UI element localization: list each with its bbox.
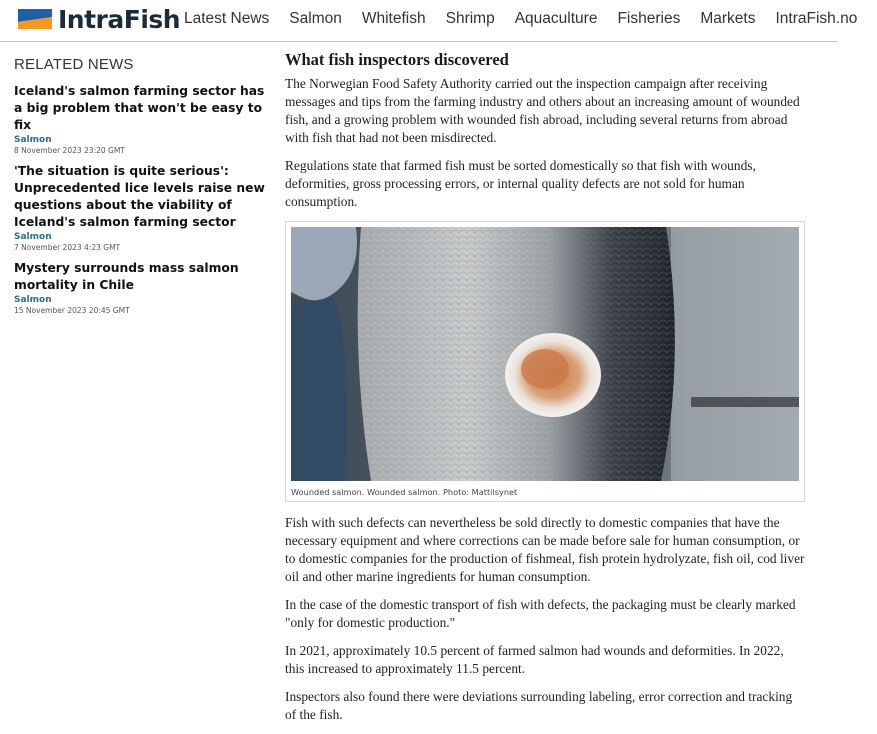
related-news-category[interactable]: Salmon: [14, 135, 52, 145]
article-paragraph: In 2021, approximately 10.5 percent of farmed salmon had wounds and deformities. In 2022, this increased to approximately 11.5 percent.: [285, 643, 784, 676]
article-paragraph: Regulations state that farmed fish must be sorted domestically so that fish with wounds, deformities, gross processing errors, or internal quality defects are not sold for human consumption.: [285, 158, 756, 209]
related-news-date: 7 November 2023 4:23 GMT: [14, 243, 121, 252]
related-news-title: RELATED NEWS: [14, 56, 134, 73]
article-paragraph: In the case of the domestic transport of fish with defects, the packaging must be clearly marked "only for domestic production.": [285, 597, 796, 630]
related-news-date: 15 November 2023 20:45 GMT: [14, 306, 130, 315]
site-header: [0, 0, 858, 42]
nav-markets[interactable]: Markets: [700, 10, 756, 27]
nav-shrimp[interactable]: Shrimp: [445, 10, 495, 27]
section-heading: What fish inspectors discovered: [285, 50, 509, 69]
intrafish-logo-icon: [16, 7, 54, 31]
related-news-headline[interactable]: Iceland's salmon farming sector has a big problem that won't be easy to fix: [14, 84, 265, 132]
photo-caption: Wounded salmon. Wounded salmon. Photo: Mattilsynet: [291, 487, 518, 497]
nav-whitefish[interactable]: Whitefish: [361, 10, 426, 27]
article-paragraph: Fish with such defects can nevertheless be sold directly to domestic companies that have the necessary equipment and where corrections can be made before sale for human consumption, or to domestic companies for the production of fishmeal, fish protein hydrolyzate, fish oil, cod liver oil and other marine ingredients for human consumption.: [285, 515, 805, 584]
nav-salmon[interactable]: Salmon: [289, 10, 342, 27]
nav-latest-news[interactable]: Latest News: [184, 10, 270, 27]
related-news-category[interactable]: Salmon: [14, 295, 52, 305]
main-nav: [184, 0, 877, 38]
related-news-date: 8 November 2023 23:20 GMT: [14, 146, 125, 155]
related-news-headline[interactable]: 'The situation is quite serious': Unprecedented lice levels raise new questions about the viability of Iceland's salmon farming sector: [14, 164, 265, 229]
article-figure: [285, 221, 805, 502]
article-body: [285, 50, 805, 734]
related-news-item: [14, 260, 268, 315]
wounded-salmon-illustration: [291, 227, 799, 481]
article-paragraph: The Norwegian Food Safety Authority carried out the inspection campaign after receiving messages and tips from the farming industry and others about an increasing amount of wounded fish, and a growing problem with wounded fish abroad, including several returns from abroad with fish that had not been misdirected.: [285, 76, 800, 145]
intrafish-logo[interactable]: [16, 5, 180, 33]
related-news-sidebar: [14, 56, 268, 323]
article-paragraph: Inspectors also found there were deviations surrounding labeling, error correction and tracking of the fish.: [285, 689, 793, 722]
related-news-item: [14, 163, 268, 252]
nav-aquaculture[interactable]: Aquaculture: [514, 10, 598, 27]
wounded-salmon-photo[interactable]: [291, 227, 799, 481]
logo-text: IntraFish: [58, 4, 181, 34]
nav-fisheries[interactable]: Fisheries: [617, 10, 681, 27]
related-news-item: [14, 83, 268, 155]
nav-intrafish-no[interactable]: IntraFish.no: [775, 10, 858, 27]
related-news-category[interactable]: Salmon: [14, 232, 52, 242]
related-news-headline[interactable]: Mystery surrounds mass salmon mortality in Chile: [14, 261, 239, 292]
